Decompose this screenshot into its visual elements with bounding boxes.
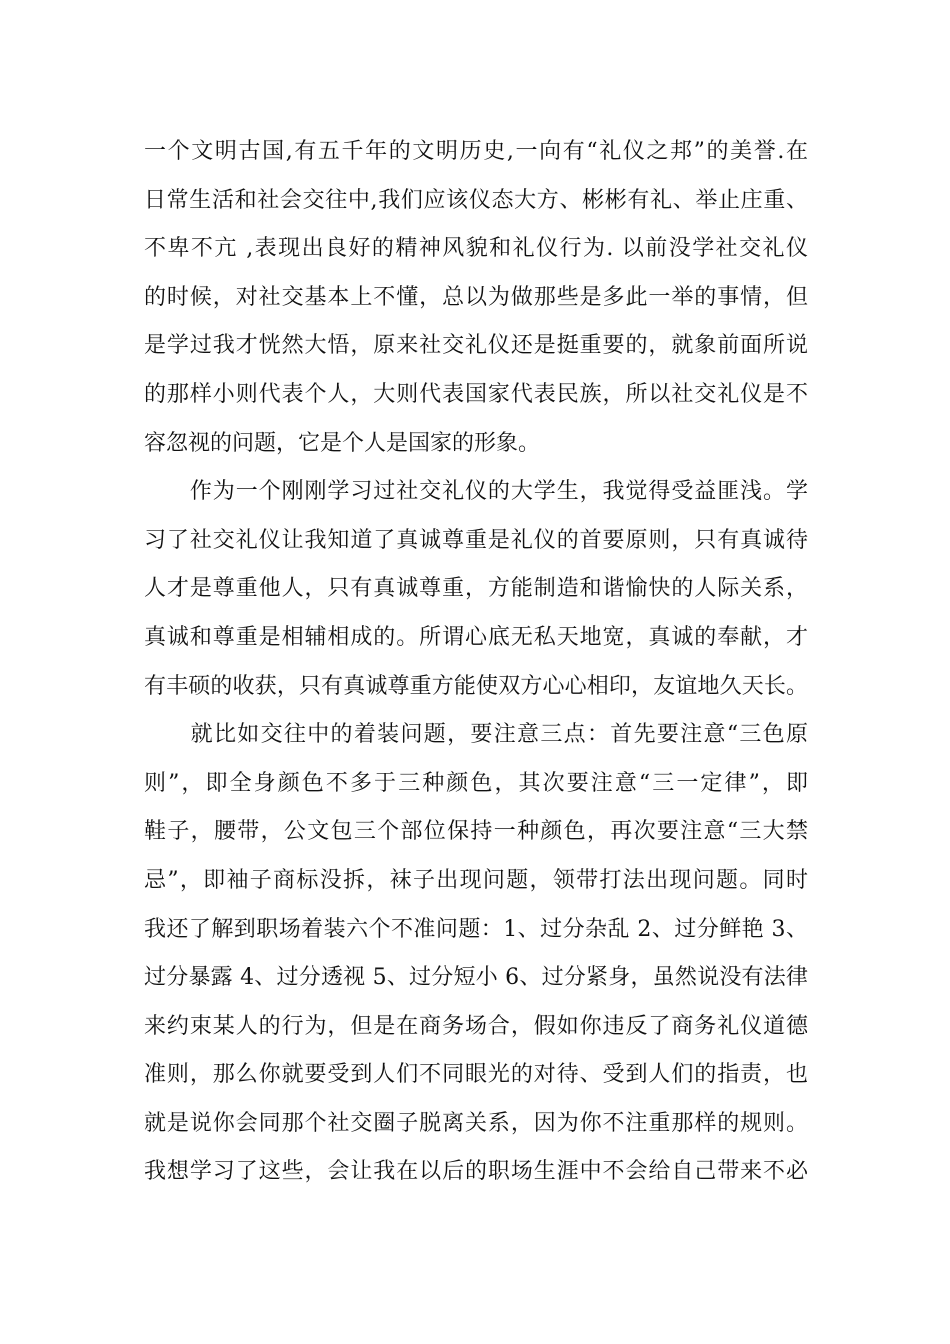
text-line: 来约束某人的行为，但是在商务场合，假如你违反了商务礼仪道德	[144, 1013, 808, 1039]
text-line: 就比如交往中的着装问题，要注意三点：首先要注意“三色原	[144, 722, 808, 748]
text-line: 有丰硕的收获，只有真诚尊重方能使双方心心相印，友谊地久天长。	[144, 673, 808, 699]
text-line: 忌”，即袖子商标没拆，袜子出现问题，领带打法出现问题。同时	[144, 867, 808, 893]
text-line: 习了社交礼仪让我知道了真诚尊重是礼仪的首要原则，只有真诚待	[144, 527, 808, 553]
text-line: 人才是尊重他人，只有真诚尊重，方能制造和谐愉快的人际关系，	[144, 576, 808, 602]
body-text	[144, 128, 808, 1197]
text-line: 我想学习了这些，会让我在以后的职场生涯中不会给自己带来不必	[144, 1159, 808, 1185]
text-line: 真诚和尊重是相辅相成的。所谓心底无私天地宽，真诚的奉献，才	[144, 624, 808, 650]
text-line: 容忽视的问题，它是个人是国家的形象。	[144, 430, 541, 456]
text-line: 作为一个刚刚学习过社交礼仪的大学生，我觉得受益匪浅。学	[144, 479, 808, 505]
text-line: 一个文明古国,有五千年的文明历史,一向有“礼仪之邦”的美誉.在	[144, 139, 808, 164]
text-line: 的时候，对社交基本上不懂，总以为做那些是多此一举的事情，但	[144, 284, 808, 310]
text-line: 日常生活和社会交往中,我们应该仪态大方、彬彬有礼、举止庄重、	[144, 187, 808, 213]
text-line: 则”，即全身颜色不多于三种颜色，其次要注意“三一定律”，即	[144, 770, 808, 796]
text-line: 就是说你会同那个社交圈子脱离关系，因为你不注重那样的规则。	[144, 1110, 808, 1136]
text-line: 鞋子，腰带，公文包三个部位保持一种颜色，再次要注意“三大禁	[144, 819, 808, 845]
text-line: 准则，那么你就要受到人们不同眼光的对待、受到人们的指责，也	[144, 1062, 808, 1088]
text-line: 是学过我才恍然大悟，原来社交礼仪还是挺重要的，就象前面所说	[144, 333, 808, 359]
text-line: 过分暴露 4、过分透视 5、过分短小 6、过分紧身，虽然说没有法律	[144, 965, 808, 991]
text-line: 不卑不亢 ,表现出良好的精神风貌和礼仪行为. 以前没学社交礼仪	[144, 236, 808, 262]
text-line: 我还了解到职场着装六个不准问题：1、过分杂乱 2、过分鲜艳 3、	[144, 916, 808, 942]
text-line: 的那样小则代表个人，大则代表国家代表民族，所以社交礼仪是不	[144, 381, 808, 407]
